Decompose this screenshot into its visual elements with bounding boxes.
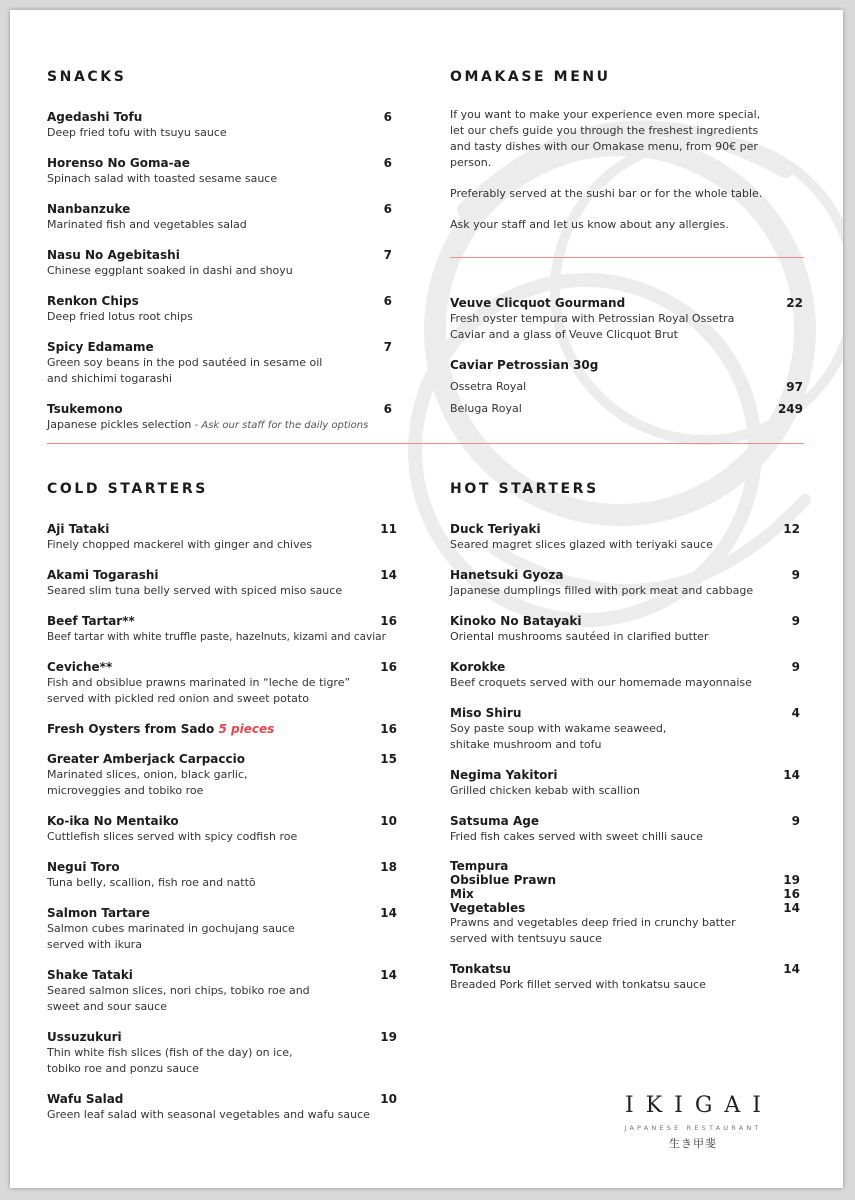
item-desc: Finely chopped mackerel with ginger and chives [47,538,313,551]
item-price: 6 [383,156,392,170]
item-name: Hanetsuki Gyoza [450,568,564,582]
menu-item [47,155,392,187]
text-line: let our chefs guide you through the freshest ingredients [450,124,759,137]
item-name: Tempura [450,859,509,873]
item-name: Renkon Chips [47,294,139,308]
item-price: 16 [380,660,397,674]
omakase-allergy-note: Ask your staff and let us know about any allergies. [450,218,729,231]
menu-item [450,767,800,799]
specials-section [450,295,803,423]
menu-item [450,659,800,691]
item-desc: and shichimi togarashi [47,372,173,385]
tempura-row [450,873,800,887]
menu-item [47,751,397,799]
item-desc: Cuttlefish slices served with spicy codfish roe [47,830,298,843]
menu-item [450,961,800,993]
item-name: Negui Toro [47,860,120,874]
item-price: 11 [380,522,397,536]
item-name [47,721,397,737]
item-desc: Oriental mushrooms sautéed in clarified butter [450,630,709,643]
item-price: 9 [791,568,800,582]
hot-starters-section [450,481,800,1007]
item-price: 6 [383,202,392,216]
item-desc: Seared salmon slices, nori chips, tobiko roe and [47,984,310,997]
menu-item [47,905,397,953]
item-name: Beef Tartar** [47,614,135,628]
tempura-item [450,859,800,947]
menu-item [47,109,392,141]
menu-item [450,295,803,343]
item-desc: Green soy beans in the pod sautéed in sesame oil [47,356,323,369]
item-desc: Fried fish cakes served with sweet chilli sauce [450,830,703,843]
item-desc: Grilled chicken kebab with scallion [450,784,640,797]
item-price: 9 [791,660,800,674]
item-desc: Breaded Pork fillet served with tonkatsu sauce [450,978,706,991]
item-desc [47,417,392,434]
item-price: 22 [786,296,803,310]
item-price: 6 [383,294,392,308]
item-price: 6 [383,110,392,124]
item-desc: Beef croquets served with our homemade mayonnaise [450,676,752,689]
item-desc: Seared slim tuna belly served with spiced miso sauce [47,584,343,597]
item-desc: Chinese eggplant soaked in dashi and shoyu [47,264,293,277]
item-name: Tsukemono [47,402,123,416]
section-title: COLD STARTERS [47,481,208,497]
item-name: Aji Tataki [47,522,110,536]
divider [47,443,804,444]
item-price: 14 [783,768,800,782]
item-desc: Beef tartar with white truffle paste, hazelnuts, kizami and caviar [47,631,386,643]
item-desc: Spinach salad with toasted sesame sauce [47,172,278,185]
menu-item [47,247,392,279]
item-price: 10 [380,814,397,828]
item-desc: Fresh oyster tempura with Petrossian Royal Ossetra [450,312,735,325]
item-desc-text: Japanese pickles selection [47,418,192,431]
item-price: 7 [383,248,392,262]
item-name: Akami Togarashi [47,568,159,582]
omakase-serving-note: Preferably served at the sushi bar or for the whole table. [450,187,763,200]
omakase-intro [450,107,803,171]
item-desc: served with tentsuyu sauce [450,932,602,945]
menu-item [47,659,397,707]
menu-item [47,967,397,1015]
snacks-section [47,69,392,448]
item-name: Nasu No Agebitashi [47,248,180,262]
item-price: 7 [383,340,392,354]
item-desc: shitake mushroom and tofu [450,738,602,751]
item-name: Wafu Salad [47,1092,124,1106]
item-name: Ussuzukuri [47,1030,122,1044]
tempura-row [450,887,800,901]
omakase-section [450,69,803,248]
item-name: Duck Teriyaki [450,522,541,536]
item-name: Kinoko No Batayaki [450,614,582,628]
item-name: Tonkatsu [450,962,511,976]
menu-item [450,567,800,599]
tempura-label: Obsiblue Prawn [450,873,557,887]
menu-item [450,521,800,553]
item-desc: sweet and sour sauce [47,1000,167,1013]
item-price: 6 [383,402,392,416]
menu-item [47,721,397,737]
item-desc: Prawns and vegetables deep fried in crunchy batter [450,916,736,929]
item-desc: Tuna belly, scallion, fish roe and nattō [47,876,256,889]
menu-item [450,813,800,845]
caviar-row [450,379,803,395]
item-price: 14 [380,568,397,582]
item-desc: served with ikura [47,938,142,951]
caviar-label: Beluga Royal [450,402,522,415]
section-title: SNACKS [47,69,127,85]
item-price: 10 [380,1092,397,1106]
item-price: 19 [380,1030,397,1044]
menu-item [47,401,392,434]
item-price: 19 [783,873,800,887]
logo-japanese: 生き甲斐 [669,1137,717,1150]
caviar-label: Ossetra Royal [450,380,527,393]
item-desc: microveggies and tobiko roe [47,784,204,797]
menu-item [47,859,397,891]
item-desc: Thin white fish slices (fish of the day) on ice, [47,1046,293,1059]
item-name: Greater Amberjack Carpaccio [47,752,245,766]
item-name: Ko-ika No Mentaiko [47,814,179,828]
menu-item [47,339,392,387]
item-desc: Deep fried lotus root chips [47,310,193,323]
menu-item [47,813,397,845]
caviar-price: 249 [777,402,803,416]
item-name: Horenso No Goma-ae [47,156,190,170]
text-line: and tasty dishes with our Omakase menu, from 90€ per [450,140,758,153]
item-desc: Japanese dumplings filled with pork meat and cabbage [450,584,754,597]
section-title: OMAKASE MENU [450,69,611,85]
item-desc: Caviar and a glass of Veuve Clicquot Brut [450,328,678,341]
item-desc: tobiko roe and ponzu sauce [47,1062,199,1075]
item-price: 14 [380,968,397,982]
item-name: Satsuma Age [450,814,539,828]
item-desc: served with pickled red onion and sweet potato [47,692,309,705]
item-desc: Green leaf salad with seasonal vegetables and wafu sauce [47,1108,370,1121]
item-name-text: Fresh Oysters from Sado [47,722,215,736]
item-price: 14 [783,901,800,915]
menu-page [10,10,843,1188]
tempura-label: Mix [450,887,474,901]
item-name: Veuve Clicquot Gourmand [450,296,626,310]
text-line: If you want to make your experience even more special, [450,108,761,121]
logo-subtitle: JAPANESE RESTAURANT [624,1124,762,1132]
item-name: Agedashi Tofu [47,110,143,124]
item-desc: Soy paste soup with wakame seaweed, [450,722,667,735]
divider [450,257,804,258]
item-price: 15 [380,752,397,766]
item-price: 14 [783,962,800,976]
item-highlight: 5 pieces [218,722,275,736]
item-name: Nanbanzuke [47,202,131,216]
text-line: person. [450,156,492,169]
item-price: 16 [783,887,800,901]
section-title: HOT STARTERS [450,481,599,497]
item-name: Negima Yakitori [450,768,558,782]
item-price: 14 [380,906,397,920]
item-price: 4 [791,706,800,720]
item-name: Spicy Edamame [47,340,154,354]
item-name: Miso Shiru [450,706,522,720]
tempura-row [450,901,800,915]
menu-item [47,1091,397,1123]
cold-starters-section [47,481,397,1137]
item-desc: Deep fried tofu with tsuyu sauce [47,126,227,139]
menu-item [47,521,397,553]
item-price: 9 [791,814,800,828]
item-price: 9 [791,614,800,628]
menu-item [450,613,800,645]
menu-item [47,201,392,233]
item-desc: Marinated slices, onion, black garlic, [47,768,248,781]
caviar-row [450,401,803,417]
logo-wordmark: IKIGAI [625,1093,773,1118]
item-price: 12 [783,522,800,536]
item-name: Salmon Tartare [47,906,150,920]
menu-item [47,567,397,599]
menu-item [47,613,397,645]
menu-item [450,705,800,753]
item-desc: Marinated fish and vegetables salad [47,218,247,231]
item-desc: Fish and obsiblue prawns marinated in “leche de tigre” [47,676,351,689]
menu-item [47,293,392,325]
item-note: - Ask our staff for the daily options [191,420,369,431]
item-price: 18 [380,860,397,874]
item-name: Ceviche** [47,660,113,674]
item-name: Shake Tataki [47,968,133,982]
menu-item [47,1029,397,1077]
item-name: Caviar Petrossian 30g [450,358,599,372]
item-price: 16 [380,722,397,736]
item-desc: Seared magret slices glazed with teriyaki sauce [450,538,713,551]
menu-item [450,357,803,373]
caviar-price: 97 [786,380,803,394]
item-price: 16 [380,614,397,628]
item-desc: Salmon cubes marinated in gochujang sauce [47,922,295,935]
item-name: Korokke [450,660,506,674]
restaurant-logo [593,1093,793,1151]
tempura-label: Vegetables [450,901,526,915]
